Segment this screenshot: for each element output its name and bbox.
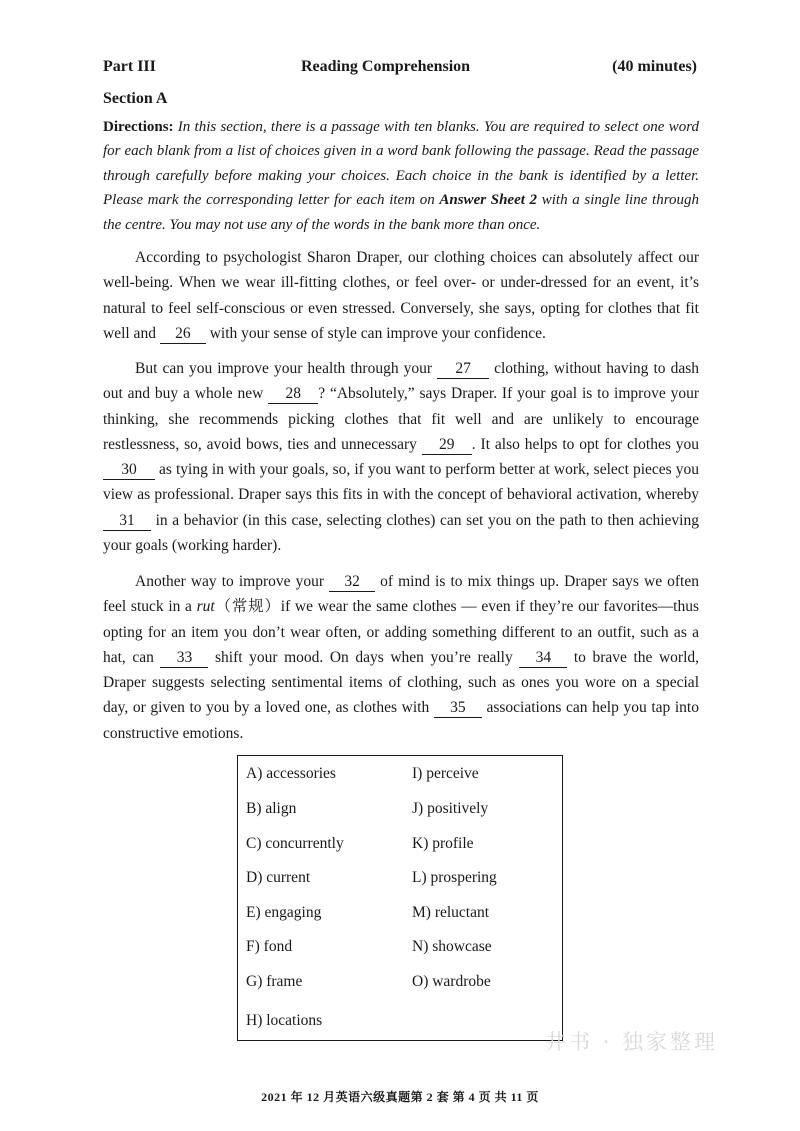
part-label: Part III	[103, 58, 156, 75]
watermark: 井书 · 独家整理	[545, 1030, 719, 1054]
word-bank-option: L) prospering	[412, 869, 497, 886]
blank-32: 32	[329, 573, 375, 592]
directions-label: Directions:	[103, 119, 174, 135]
blank-34: 34	[519, 649, 567, 668]
word-bank	[237, 755, 563, 1041]
answer-sheet-ref: Answer Sheet 2	[439, 192, 538, 209]
word-bank-option: F) fond	[246, 938, 293, 955]
time-limit: (40 minutes)	[612, 58, 697, 75]
word-bank-option: E) engaging	[246, 904, 322, 921]
blank-29: 29	[422, 436, 472, 455]
blank-35: 35	[434, 699, 482, 718]
section-title: Reading Comprehension	[301, 58, 471, 75]
page-footer: 2021 年 12 月英语六级真题第 2 套 第 4 页 共 11 页	[261, 1090, 539, 1104]
word-bank-option: O) wardrobe	[412, 973, 491, 990]
section-heading: Section A	[103, 90, 168, 107]
directions-text: In this section, there is a passage with ten blanks. You are required to select one word for each blank from a list of choices given in a word bank following the passage. Read the passage through carefully before making your choices. Each choice in the bank is identified by a letter. Please mark the corresponding letter for each item on Answer Sheet 2 with a single line through the centre. You may not use any of the words in the bank more than once.	[103, 119, 699, 233]
blank-30: 30	[103, 461, 155, 480]
word-bank-option: N) showcase	[412, 938, 492, 955]
blank-33: 33	[160, 649, 208, 668]
blank-28: 28	[268, 385, 318, 404]
blank-31: 31	[103, 512, 151, 531]
directions	[103, 115, 699, 237]
blank-27: 27	[437, 360, 489, 379]
word-bank-option: I) perceive	[412, 765, 479, 782]
word-bank-option: C) concurrently	[246, 835, 344, 852]
passage-paragraph-2: But can you improve your health through your 27 clothing, without having to dash out and buy a whole new 28 ? “Absolutely,” says Draper. If your goal is to improve your thinking, she recommends picking clothes that fit well and are unlikely to encourage restlessness, so, avoid bows, ties and unnecessary 29 . It also helps to opt for clothes you 30 as tying in with your goals, so, if you want to perform better at work, select pieces you view as professional. Draper says this fits in with the concept of behavioral activation, whereby 31 in a behavior (in this case, selecting clothes) can set you on the path to then achieving your goals (working harder).	[103, 360, 699, 555]
blank-26: 26	[160, 325, 206, 344]
word-bank-option: H) locations	[246, 1012, 323, 1029]
word-bank-option: D) current	[246, 869, 311, 886]
page-header	[103, 58, 697, 82]
passage-paragraph-1: According to psychologist Sharon Draper, our clothing choices can absolutely affect our well-being. When we wear ill-fitting clothes, or feel over- or under-dressed for an event, it’s natural to feel self-conscious or even stressed. Conversely, she says, opting for clothes that fit well and 26 with your sense of style can improve your confidence.	[103, 249, 699, 342]
rut-word: rut	[196, 598, 215, 616]
word-bank-option: K) profile	[412, 835, 474, 852]
passage-paragraph-3: Another way to improve your 32 of mind is to mix things up. Draper says we often feel stuck in a rut（常规）if we wear the same clothes — even if they’re our favorites—thus opting for an item you don’t wear often, or adding something different to an outfit, such as a hat, can 33 shift your mood. On days when you’re really 34 to brave the world, Draper suggests selecting sentimental items of clothing, such as ones you wore on a special day, or given to you by a loved one, as clothes with 35 associations can help you tap into constructive emotions.	[103, 573, 699, 742]
word-bank-option: G) frame	[246, 973, 303, 990]
word-bank-option: J) positively	[412, 800, 489, 817]
word-bank-option: A) accessories	[246, 765, 336, 782]
word-bank-option: B) align	[246, 800, 297, 817]
word-bank-option: M) reluctant	[412, 904, 490, 921]
